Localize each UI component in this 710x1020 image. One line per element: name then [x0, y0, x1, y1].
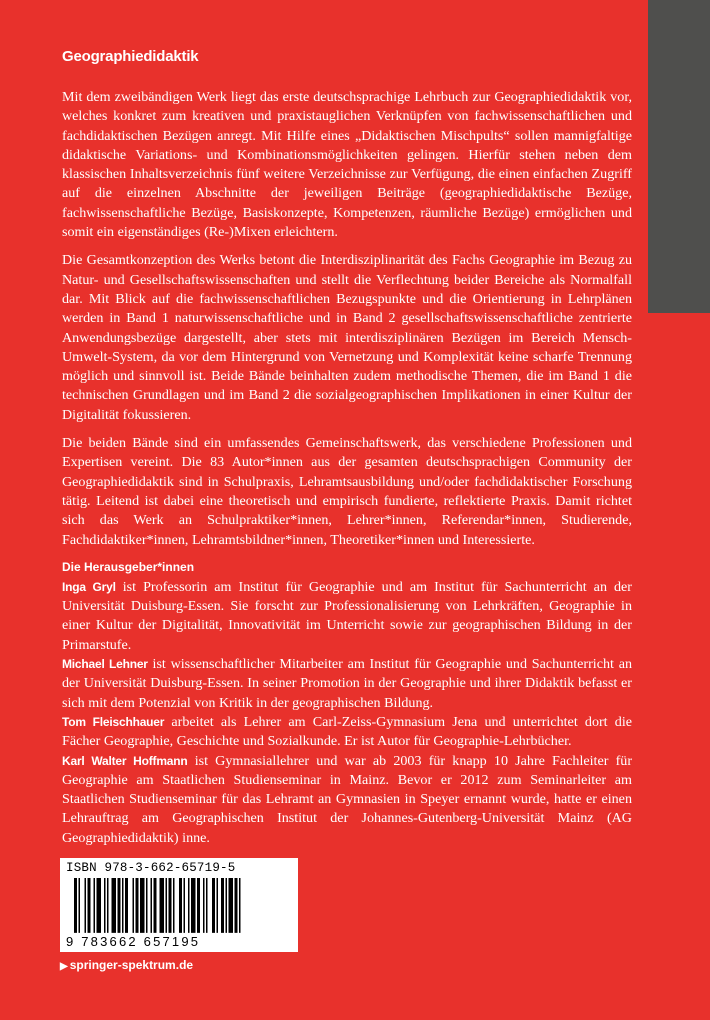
barcode-bar [107, 878, 109, 933]
editor-description: ist Professorin am Institut für Geographie und am Institut für Sachunterricht an der Universität Duisburg-Essen. Sie forscht zur Professionalisierung von Lehrkräften, Geographie in einer Kultur der Digitalität, Innovativität im Unterricht sowie zur geographischen Bildung in der Primarstufe. [62, 578, 632, 653]
publisher-website[interactable] [60, 958, 193, 972]
barcode-bar [173, 878, 175, 933]
barcode-bar [191, 878, 196, 933]
editor-description: ist Gymnasiallehrer und war ab 2003 für knapp 10 Jahre Fachleiter für Geographie am Staatlichen Studienseminar in Mainz. Bevor er 2012 zum Seminarleiter am Staatlichen Studienseminar für das Lehramt an Gymnasien in Speyer ernannt wurde, hatte er einen Lehrauftrag am Geographischen Institut der Johannes-Gutenberg-Universität Mainz (AG Geographiedidaktik) inne. [62, 752, 633, 846]
isbn-label: ISBN 978-3-662-65719-5 [66, 861, 236, 875]
barcode-number: 9 783662 657195 [66, 934, 201, 949]
editor-bio-hoffmann [62, 752, 632, 848]
editor-name: Inga Gryl [62, 579, 116, 594]
editor-bio-lehner [62, 655, 632, 713]
barcode-bar [94, 878, 96, 933]
barcode-bar [133, 878, 135, 933]
barcode-bar [229, 878, 234, 933]
editor-name: Tom Fleischhauer [62, 714, 165, 729]
barcode-bar [136, 878, 139, 933]
editor-bio-gryl [62, 578, 632, 655]
cover-text [62, 47, 632, 848]
editors-heading: Die Herausgeber*innen [62, 559, 195, 574]
blurb-paragraph-1: Mit dem zweibändigen Werk liegt das erste deutschsprachige Lehrbuch zur Geographiedidaktik vor, welches konkret zum kreativen und praxistauglichen Verknüpfen von fachwissenschaftlichen und fachdidaktischen Bezügen anregt. Mit Hilfe eines „Didaktischen Mischpults“ sollen mannigfaltige didaktische Variations- und Kombinationsmöglichkeiten gelingen. Hierfür stehen neben dem klassischen Inhaltsverzeichnis fünf weitere Verzeichnisse zur Verfügung, die einen einfachen Zugriff auf die einzelnen Abschnitte der jeweiligen Beiträge (geographiedidaktische Bezüge, fachwissenschaftliche Bezüge, Basiskonzepte, Kompetenzen, räumliche Bezüge) ermöglichen und somit ein eigenständiges (Re-)Mixen erleichtern. [62, 89, 632, 241]
editor-description: arbeitet als Lehrer am Carl-Zeiss-Gymnasium Jena und unterrichtet dort die Fächer Geographie, Geschichte und Sozialkunde. Er ist Autor für Geographie-Lehrbücher. [62, 713, 632, 750]
barcode-bar [188, 878, 190, 933]
barcode-bar [226, 878, 228, 933]
arrow-icon: ▶ [60, 961, 68, 972]
editor-name: Michael Lehner [62, 657, 148, 672]
barcode-bar [217, 878, 219, 933]
barcode-bar [203, 878, 205, 933]
barcode-bar [74, 878, 77, 933]
barcode-bar [206, 878, 208, 933]
barcode-bar [125, 878, 128, 933]
barcode-bar [140, 878, 145, 933]
barcode-bar [88, 878, 91, 933]
isbn-barcode [60, 858, 298, 952]
editor-description: ist wissenschaftlicher Mitarbeiter am Institut für Geographie und Sachunterricht an der Universität Duisburg-Essen. In seiner Promotion in der Geographie und ihrer Didaktik befasst er sich mit dem Potenzial von Kritik in der geographischen Bildung. [62, 656, 632, 711]
barcode-bar [184, 878, 186, 933]
barcode-bar [160, 878, 165, 933]
barcode-bar [79, 878, 81, 933]
editor-name: Karl Walter Hoffmann [62, 753, 188, 768]
barcode-bar [169, 878, 172, 933]
editor-bio-fleischhauer [62, 713, 632, 752]
blurb-paragraph-3: Die beiden Bände sind ein umfassendes Gemeinschaftswerk, das verschiedene Professionen und Expertisen vereint. Die 83 Autor*innen aus der gesamten deutschsprachigen Community der Geographiedidaktik sind in Schulpraxis, Lehramtsausbildung und/oder fachdidaktischer Forschung tätig. Leitend ist dabei eine theoretisch und empirisch fundierte, reflektierte Praxis. Damit richtet sich das Werk an Schulpraktiker*innen, Lehrer*innen, Referendar*innen, Studierende, Fachdidaktiker*innen, Lehramtsbildner*innen, Theoretiker*innen und Interessierte. [62, 435, 632, 548]
barcode-bar [104, 878, 106, 933]
blurb-paragraph-2: Die Gesamtkonzeption des Werks betont die Interdisziplinarität des Fachs Geographie im Bezug zu Natur- und Gesellschaftswissenschaften und stellt die Verflechtung beider Bereiche als Normalfall dar. Mit Blick auf die fachwissenschaftlichen Bezugspunkte und die Orientierung in Lehrplänen werden in Band 1 naturwissenschaftliche und in Band 2 gesellschaftswissenschaftliche zentrierte Anwendungsbezüge dargestellt, aber stets mit interdisziplinären Bezügen im Bereich Mensch-Umwelt-System, da vor dem Hintergrund von Vernetzung und Komplexität keine scharfe Trennung möglich und sinnvoll ist. Beide Bände beinhalten zudem methodische Themen, die im Band 1 die technischen Grundlagen und im Band 2 die sozialgeographischen Implikationen in einer Kultur der Digitalität fokussieren. [62, 252, 632, 423]
barcode-bar [146, 878, 148, 933]
barcode-bar [85, 878, 87, 933]
website-text: springer-spektrum.de [69, 958, 194, 972]
barcode-bar [179, 878, 182, 933]
barcode-bar [112, 878, 117, 933]
book-title: Geographiedidaktik [62, 48, 199, 65]
barcode-bar [151, 878, 153, 933]
barcode-bar [166, 878, 168, 933]
barcode-bar [235, 878, 238, 933]
grey-side-tab [648, 0, 710, 313]
barcode-bar [212, 878, 215, 933]
barcode-bar [97, 878, 102, 933]
barcode-bar [221, 878, 224, 933]
barcode-bar [154, 878, 157, 933]
barcode-bar [239, 878, 241, 933]
barcode-bar [197, 878, 200, 933]
barcode-bar [122, 878, 124, 933]
barcode-bars [66, 878, 292, 942]
barcode-bar [118, 878, 121, 933]
